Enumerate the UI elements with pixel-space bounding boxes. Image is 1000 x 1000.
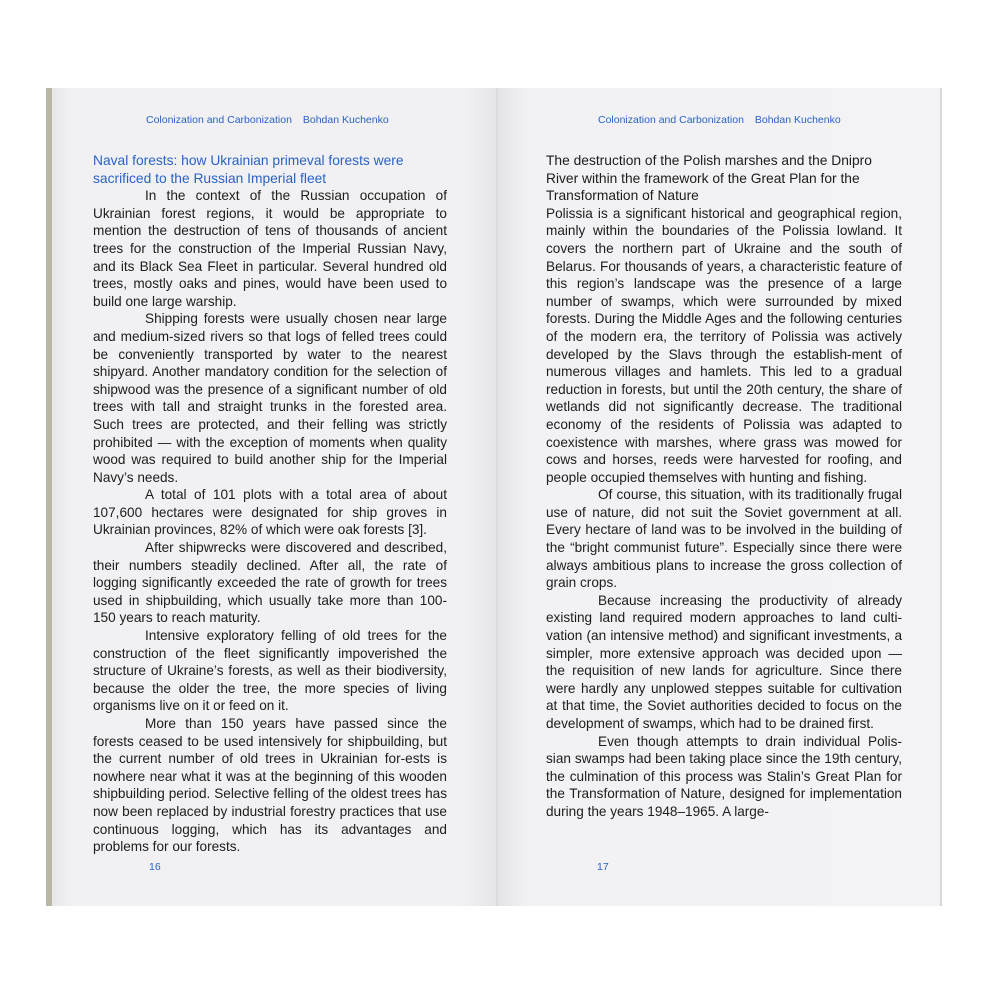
book-spread — [46, 88, 942, 906]
section-heading: The destruction of the Polish marshes and the Dnipro River within the framework of the Great Plan for the Transformation of Nature — [546, 153, 872, 204]
paragraph: A total of 101 plots with a total area of about 107,600 hectares were designated for ship groves in Ukrainian provinces, 82% of which were oak forests [3]. — [93, 487, 447, 538]
right-page — [498, 88, 942, 906]
paragraph: Even though attempts to drain individual Polis-sian swamps had been taking place since the 19th century, the culmination of this process was Stalin’s Great Plan for the Transformation of Nature, designed for implementation during the years 1948–1965. A large- — [546, 733, 902, 819]
page-body — [93, 152, 447, 856]
paragraph: More than 150 years have passed since the forests ceased to be used intensively for shipbuilding, but the current number of old trees in Ukrainian for-ests is nowhere near what it was at the beginning of this wooden shipbuilding period. Selective felling of the oldest trees has now been replaced by industrial forestry practices that use continuous logging, which has its advantages and problems for our forests. — [93, 716, 447, 855]
paragraph: In the context of the Russian occupation of Ukrainian forest regions, it would be appropriate to mention the destruction of tens of thousands of ancient trees for the construction of the Imperial Russian Navy, and its Black Sea Fleet in particular. Several hundred old trees, mostly oaks and pines, would have been used to build one large warship. — [93, 188, 447, 309]
running-header — [146, 114, 389, 126]
paragraph: Of course, this situation, with its traditionally frugal use of nature, did not suit the Soviet government at all. Every hectare of land was to be involved in the building of the “bright communist future”. Especially since there were always ambitious plans to increase the gross collection of grain crops. — [546, 487, 902, 591]
paragraph: Intensive exploratory felling of old trees for the construction of the fleet significantly impoverished the structure of Ukraine’s forests, as well as their biodiversity, because the older the tree, the more species of living organisms live on it or feed on it. — [93, 628, 447, 714]
page-number: 17 — [597, 861, 609, 873]
header-title: Colonization and Carbonization — [146, 114, 292, 126]
left-page — [46, 88, 496, 906]
header-author: Bohdan Kuchenko — [754, 114, 841, 126]
page-number: 16 — [149, 861, 161, 873]
page-body — [546, 152, 902, 821]
section-heading: Naval forests: how Ukrainian primeval forests were sacrificed to the Russian Imperial fleet — [93, 153, 404, 186]
paragraph: Polissia is a significant historical and geographical region, mainly within the boundaries of the Polissia lowland. It covers the northern part of Ukraine and the south of Belarus. For thousands of years, a characteristic feature of this region’s landscape was the presence of a large number of swamps, which were surrounded by mixed forests. During the Middle Ages and the following centuries of the modern era, the territory of Polissia was actively developed by the Slavs through the establish-ment of numerous villages and hamlets. This led to a gradual reduction in forests, but until the 20th century, the share of wetlands did not significantly decrease. The traditional economy of the residents of Polissia was adapted to coexistence with marshes, where grass was mowed for cows and horses, reeds were harvested for roofing, and people occupied themselves with hunting and fishing. — [546, 205, 902, 485]
header-author: Bohdan Kuchenko — [302, 114, 389, 126]
paragraph: Shipping forests were usually chosen near large and medium-sized rivers so that logs of felled trees could be conveniently transported by water to the nearest shipyard. Another mandatory condition for the selection of shipwood was the presence of a significant number of old trees with tall and straight trunks in the forested area. Such trees are protected, and their felling was strictly prohibited — with the exception of moments when quality wood was required to build another ship for the Imperial Navy’s needs. — [93, 311, 447, 485]
running-header — [598, 114, 841, 126]
paragraph: Because increasing the productivity of already existing land required modern approaches to land culti-vation (an intensive method) and significant investments, a simpler, more extensive approach was decided upon — the requisition of new lands for agriculture. Since there were hardly any unplowed steppes suitable for cultivation at that time, the Soviet authorities decided to focus on the development of swamps, which had to be drained first. — [546, 592, 902, 731]
paragraph: After shipwrecks were discovered and described, their numbers steadily declined. After all, the rate of logging significantly exceeded the rate of growth for trees used in shipbuilding, which usually take more than 100-150 years to reach maturity. — [93, 540, 447, 626]
header-title: Colonization and Carbonization — [598, 114, 744, 126]
